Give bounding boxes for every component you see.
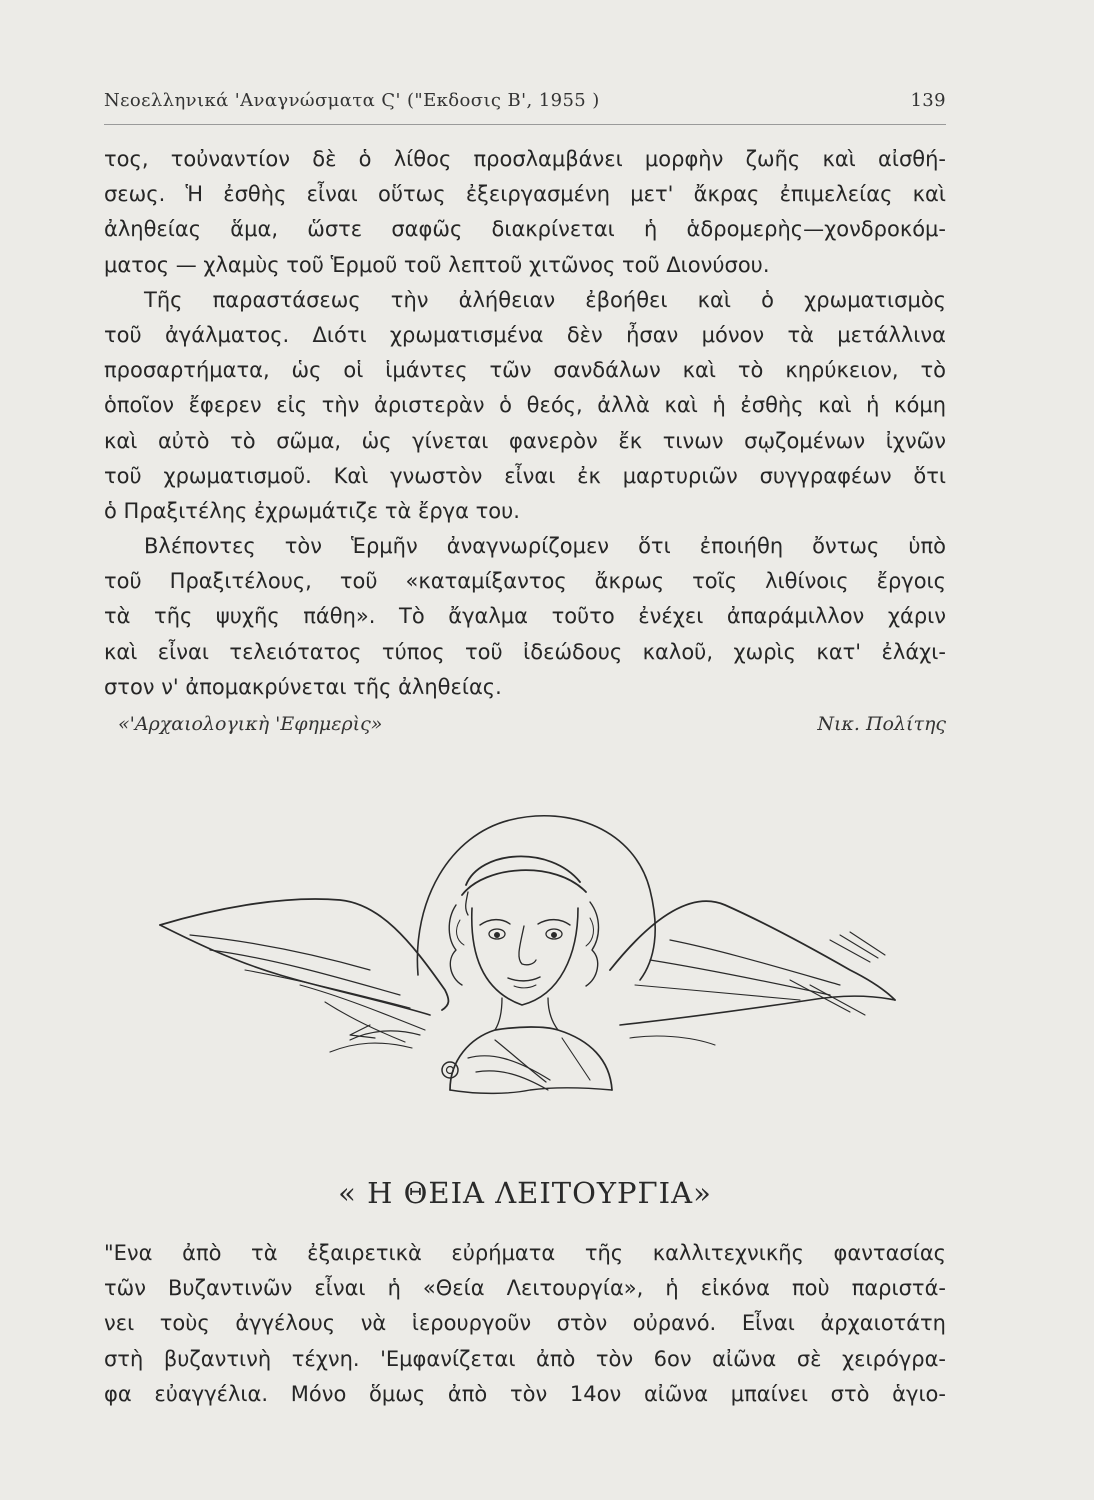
text-line: τος, τοὐναντίον δὲ ὁ λίθος προσλαμβάνει μορφὴν ζωῆς καὶ αἰσθή- xyxy=(104,147,946,171)
text-line: ὁ Πραξιτέλης ἐχρωμάτιζε τὰ ἔργα του. xyxy=(104,498,520,523)
text-line: καὶ αὐτὸ τὸ σῶμα, ὡς γίνεται φανερὸν ἔκ τινων σῳζομένων ἰχνῶν xyxy=(104,428,946,453)
text-line: τῶν Βυζαντινῶν εἶναι ἡ «Θεία Λειτουργία», ἡ εἰκόνα ποὺ παριστά- xyxy=(104,1276,946,1301)
citation-source: «'Αρχαιολογικὴ 'Εφημερὶς» xyxy=(118,713,383,735)
text-line: Τῆς παραστάσεως τὴν ἀλήθειαν ἐβοήθει καὶ ὁ χρωματισμὸς xyxy=(144,287,946,312)
text-line: ὁποῖον ἔφερεν εἰς τὴν ἀριστερὰν ὁ θεός, ἀλλὰ καὶ ἡ ἐσθὴς καὶ ἡ κόμη xyxy=(104,393,946,418)
text-line: φα εὐαγγέλια. Μόνο ὅμως ἀπὸ τὸν 14ον αἰῶνα μπαίνει στὸ ἁγιο- xyxy=(104,1381,946,1406)
text-line: προσαρτήματα, ὡς οἱ ἱμάντες τῶν σανδάλων καὶ τὸ κηρύκειον, τὸ xyxy=(104,358,946,383)
angel-icon xyxy=(150,790,910,1180)
text-line: τὰ τῆς ψυχῆς πάθη». Τὸ ἄγαλμα τοῦτο ἐνέχει ἀπαράμιλλον χάριν xyxy=(104,604,946,629)
section-title: « Η ΘΕΙΑ ΛΕΙΤΟΥΡΓΙΑ» xyxy=(338,1176,712,1210)
text-line: τοῦ ἀγάλματος. Διότι χρωματισμένα δὲν ἦσαν μόνον τὰ μετάλλινα xyxy=(104,322,946,347)
text-line: τοῦ Πραξιτέλους, τοῦ «καταμίξαντος ἄκρως τοῖς λιθίνοις ἔργοις xyxy=(104,569,946,594)
citation xyxy=(118,713,946,743)
text-line: στὴ βυζαντινὴ τέχνη. 'Εμφανίζεται ἀπὸ τὸν 6ον αἰῶνα σὲ χειρόγρα- xyxy=(104,1346,946,1371)
running-title: Νεοελληνικά 'Αναγνώσματα Ϛ' ("Εκδοσις Β', 1955 ) xyxy=(104,90,600,111)
text-line: "Ενα ἀπὸ τὰ ἐξαιρετικὰ εὐρήματα τῆς καλλιτεχνικῆς φαντασίας xyxy=(104,1241,946,1265)
text-line: στον ν' ἀπομακρύνεται τῆς ἀληθείας. xyxy=(104,674,502,699)
text-line: νει τοὺς ἀγγέλους νὰ ἱερουργοῦν στὸν οὐρανό. Εἶναι ἀρχαιοτάτη xyxy=(104,1311,946,1336)
text-line: ἀληθείας ἅμα, ὥστε σαφῶς διακρίνεται ἡ ἁδρομερὴς—χονδροκόμ- xyxy=(104,217,946,242)
page-number: 139 xyxy=(910,90,946,111)
angel-illustration xyxy=(150,790,910,1180)
text-line: καὶ εἶναι τελειότατος τύπος τοῦ ἰδεώδους καλοῦ, χωρὶς κατ' ἐλάχι- xyxy=(104,639,946,664)
header-rule xyxy=(104,124,946,125)
text-line: σεως. Ἡ ἐσθὴς εἶναι οὕτως ἐξειργασμένη μετ' ἄκρας ἐπιμελείας καὶ xyxy=(104,182,946,207)
article-liturgy-text xyxy=(104,1236,946,1412)
article-hermes-text xyxy=(104,142,946,705)
text-line: ματος — χλαμὺς τοῦ Ἑρμοῦ τοῦ λεπτοῦ χιτῶνος τοῦ Διονύσου. xyxy=(104,252,770,277)
running-header xyxy=(104,90,946,116)
text-line: τοῦ χρωματισμοῦ. Καὶ γνωστὸν εἶναι ἐκ μαρτυριῶν συγγραφέων ὅτι xyxy=(104,463,946,488)
text-line: Βλέποντες τὸν Ἑρμῆν ἀναγνωρίζομεν ὅτι ἐποιήθη ὄντως ὑπὸ xyxy=(144,534,946,559)
citation-author: Νικ. Πολίτης xyxy=(817,713,946,735)
